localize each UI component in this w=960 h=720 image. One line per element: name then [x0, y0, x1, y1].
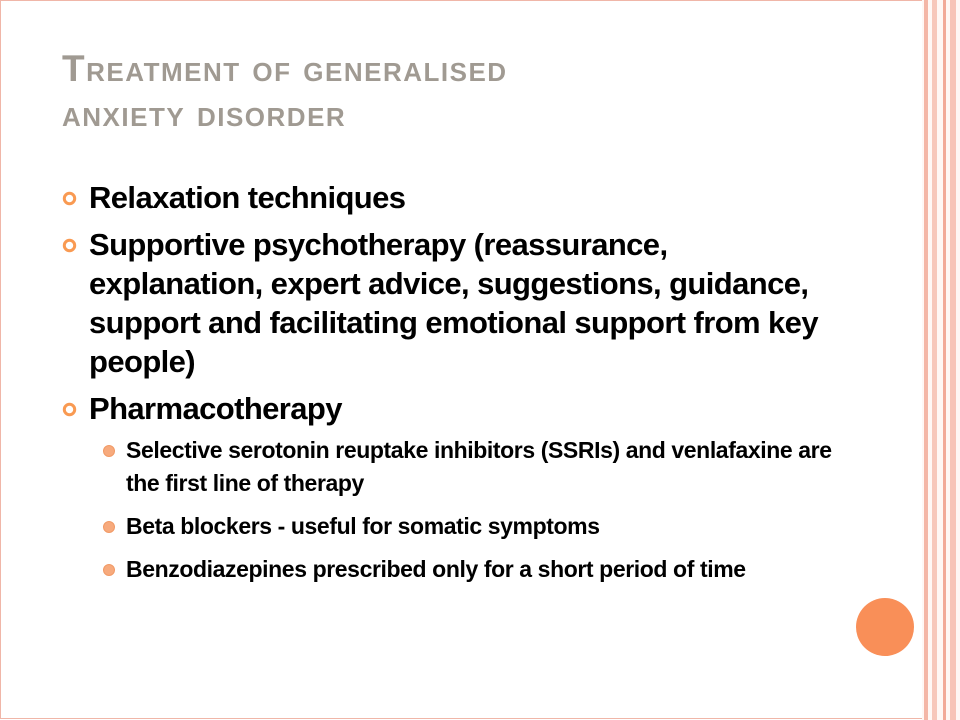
slide-title: [62, 46, 822, 136]
bullet-supportive-psychotherapy: [62, 225, 832, 381]
filled-dot-bullet-icon: [103, 564, 115, 576]
sub-bullet-beta-blockers: [103, 510, 832, 543]
bullet-pharmacotherapy: [62, 389, 832, 428]
title-line-2: anxiety disorder: [62, 93, 347, 135]
filled-dot-bullet-icon: [103, 445, 115, 457]
outlined-circle-bullet-icon: [62, 191, 77, 206]
bullet-text: Pharmacotherapy: [89, 391, 342, 426]
filled-dot-bullet-icon: [103, 521, 115, 533]
sub-bullet-text: Beta blockers - useful for somatic symptoms: [126, 513, 600, 539]
bullet-text: Supportive psychotherapy (reassurance, explanation, expert advice, suggestions, guidance, support and facilitating emotional support from key people): [89, 227, 818, 379]
bullet-relaxation: [62, 178, 832, 217]
title-line-1: Treatment of generalised: [62, 48, 508, 89]
outlined-circle-bullet-icon: [62, 402, 77, 417]
sub-bullet-benzodiazepines: [103, 553, 832, 586]
sub-bullet-ssris: [103, 434, 832, 500]
sub-bullet-text: Benzodiazepines prescribed only for a short period of time: [126, 556, 746, 582]
pharmacotherapy-sub-list: [62, 434, 832, 586]
outlined-circle-bullet-icon: [62, 238, 77, 253]
sub-bullet-text: Selective serotonin reuptake inhibitors (SSRIs) and venlafaxine are the first line of therapy: [126, 437, 832, 496]
decorative-orange-circle: [856, 598, 914, 656]
bullet-text: Relaxation techniques: [89, 180, 406, 215]
decorative-stripes: [922, 0, 960, 720]
slide-content: [62, 178, 832, 596]
